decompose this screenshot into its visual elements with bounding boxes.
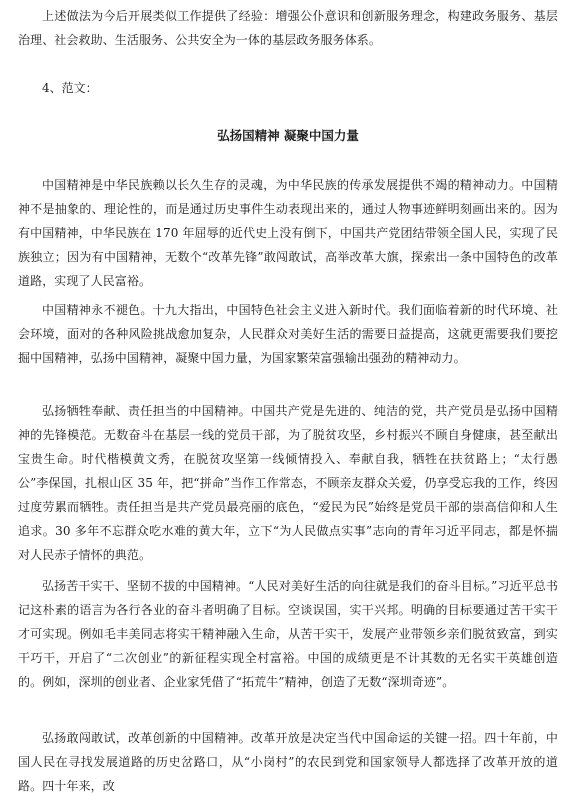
intro-paragraph: 上述做法为今后开展类似工作提供了经验：增强公仆意识和创新服务理念，构建政务服务、基层治理、社会救助、生活服务、公共安全为一体的基层政务服务体系。 xyxy=(18,9,558,47)
paragraph-2: 中国精神永不褪色。十九大指出，中国特色社会主义进入新时代。我们面临着新的时代环境、社会环境，面对的各种风险挑战愈加复杂，人民群众对美好生活的需要日益提高，这就更需要我们要挖掘中国精神，弘扬中国精神，凝聚中国力量，为国家繁荣富强输出强劲的精神动力。 xyxy=(18,303,558,365)
paragraph-5: 弘扬敢闯敢试，改革创新的中国精神。改革开放是决定当代中国命运的关键一招。四十年前，中国人民在寻找发展道路的历史岔路口，从“小岗村”的农民到党和国家领导人都选择了改革开放的道路。四十年来，改 xyxy=(18,731,558,793)
paragraph-1: 中国精神是中华民族赖以长久生存的灵魂，为中华民族的传承发展提供不竭的精神动力。中国精神不是抽象的、理论性的，而是通过历史事件生动表现出来的，通过人物事迹鲜明刻画出来的。因为有中国精神，中华民族在 170 年屈辱的近代史上没有倒下，中国共产党团结带领全国人民，实现了民族独立；因为有中国精神，无数个“改革先锋”敢闯敢试，高举改革大旗，探索出一条中国特色的改革道路，实现了人民富裕。 xyxy=(18,178,558,288)
section-label: 4、范文： xyxy=(42,81,98,95)
paragraph-3: 弘扬牺牲奉献、责任担当的中国精神。中国共产党是先进的、纯洁的党，共产党员是弘扬中国精神的先锋模范。无数奋斗在基层一线的党员干部，为了脱贫攻坚，乡村振兴不顾自身健康，甚至献出宝贵生命。时代楷模黄文秀，在脱贫攻坚第一线倾情投入、奉献自我，牺牲在扶贫路上；“太行愚公”李保国，扎根山区 35 年，把“拼命”当作工作常态，不顾亲友群众关爱，仍享受忘我的工作，终因过度劳累而牺牲。责任担当是共产党员最亮丽的底色，“爱民为民”始终是党员干部的崇高信仰和人生追求。30 多年不忘群众吃水难的黄大年，立下“为人民做点实事”志向的青年习近平同志，都是怀揣对人民赤子情怀的典范。 xyxy=(18,404,558,562)
essay-title: 弘扬国精神 凝聚中国力量 xyxy=(217,128,359,143)
paragraph-4: 弘扬苦干实干、坚韧不拔的中国精神。“人民对美好生活的向往就是我们的奋斗目标。”习近平总书记这朴素的语言为各行各业的奋斗者明确了目标。空谈误国，实干兴邦。明确的目标要通过苦干实干才可实现。例如毛丰美同志将实干精神融入生命，从苦干实干，发展产业带领乡亲们脱贫致富，到实干巧干，开启了“二次创业”的新征程实现全村富裕。中国的成绩更是不计其数的无名实干英雄创造的。例如，深圳的创业者、企业家凭借了“拓荒牛”精神，创造了无数“深圳奇迹”。 xyxy=(18,579,558,689)
